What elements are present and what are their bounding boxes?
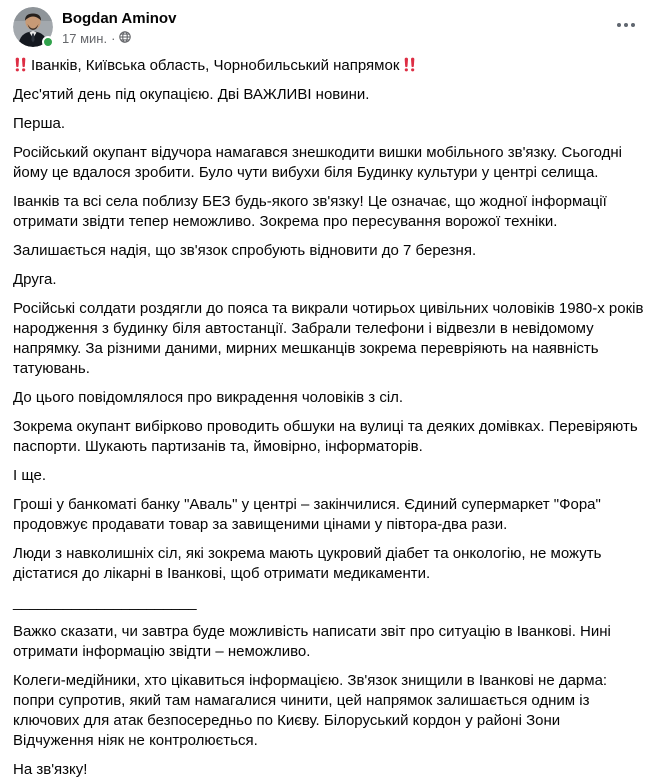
- post-paragraph: Іванків та всі села поблизу БЕЗ будь-якого зв'язку! Це означає, що жодної інформації отримати звідти тепер неможливо. Зокрема про пересування ворожої техніки.: [13, 193, 607, 230]
- header-text: [62, 7, 176, 47]
- online-status-badge: [42, 36, 54, 48]
- post-meta: [62, 29, 176, 47]
- post-body: [0, 54, 658, 780]
- post-paragraph: До цього повідомлялося про викрадення чоловіків з сіл.: [13, 389, 404, 406]
- post-options-button[interactable]: [612, 14, 640, 36]
- post-paragraph: Друга.: [13, 271, 57, 288]
- post-paragraph: Перша.: [13, 115, 66, 132]
- ellipsis-icon: [617, 23, 621, 27]
- post-headline: [13, 56, 644, 76]
- headline-text: Іванків, Київська область, Чорнобильський напрямок: [31, 57, 400, 74]
- post-paragraph: Гроші у банкоматі банку "Аваль" у центрі – закінчилися. Єдиний супермаркет "Фора" продовжує продавати товар за завищеними цінами у півтора-два рази.: [13, 496, 601, 533]
- post-paragraph: Дес'ятий день під окупацією. Дві ВАЖЛИВІ новини.: [13, 86, 370, 103]
- post-paragraph: Колеги-медійники, хто цікавиться інформацією. Зв'язок знищили в Іванкові не дарма: попри супротив, який там намагалися чинити, цей напрямок залишається одним із ключових для атак безпосередньо по Києву. Білоруський кордон у районі Зони Відчуження ніяк не контролюється.: [13, 672, 608, 749]
- avatar[interactable]: [13, 7, 53, 47]
- double-exclamation-icon: [402, 57, 417, 72]
- post-paragraph: Важко сказати, чи завтра буде можливість написати звіт про ситуацію в Іванкові. Нині отримати інформацію звідти – неможливо.: [13, 623, 611, 660]
- double-exclamation-icon: [13, 57, 28, 72]
- post-paragraph: Російський окупант відучора намагався знешкодити вишки мобільного зв'язку. Сьогодні йому це вдалося зробити. Було чути вибухи біля Будинку культури у центрі селища.: [13, 144, 623, 181]
- post-paragraph: Зокрема окупант вибірково проводить обшуки на вулиці та деяких домівках. Перевіряють паспорти. Шукають партизанів та, ймовірно, інформаторів.: [13, 418, 638, 455]
- post-paragraph: Люди з навколишніх сіл, які зокрема мають цукровий діабет та онкологію, не можуть дістатися до лікарні в Іванкові, щоб отримати медикаменти.: [13, 545, 602, 582]
- post-paragraph: І ще.: [13, 467, 47, 484]
- post-paragraph: Залишається надія, що зв'язок спробують відновити до 7 березня.: [13, 242, 477, 259]
- post-header: [0, 0, 658, 54]
- post-paragraph: Російські солдати роздягли до пояса та викрали чотирьох цивільних чоловіків 1980-х років народження з будинку біля автостанції. Забрали телефони і відвезли в невідомому напрямку. За різними даними, мирних мешканців зокрема перевріяють на наявність татуювань.: [13, 300, 644, 377]
- meta-separator: ·: [111, 30, 116, 46]
- globe-icon: [119, 30, 131, 47]
- timestamp[interactable]: 17 мин.: [62, 30, 108, 46]
- author-name[interactable]: Bogdan Aminov: [62, 10, 177, 27]
- post-paragraph: На зв'язку!: [13, 761, 88, 778]
- post-divider-text: ______________________: [13, 594, 197, 611]
